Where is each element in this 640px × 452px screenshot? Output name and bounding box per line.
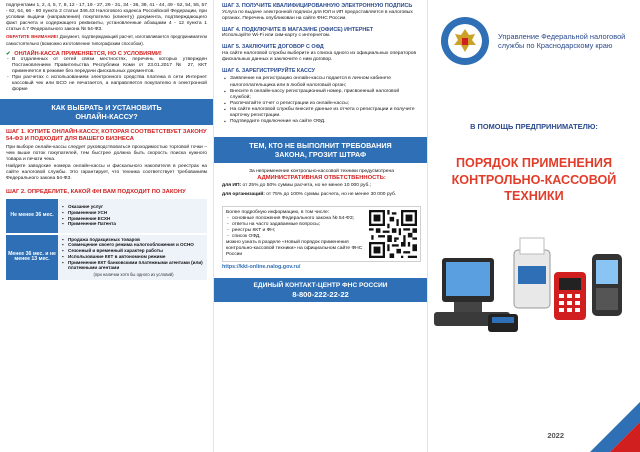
panel-left xyxy=(0,0,213,452)
cash-register-devices-image xyxy=(428,228,640,338)
info-box xyxy=(222,206,421,263)
list-item: ▪ Внесите в онлайн-кассу регистрационный номер, присвоенный налоговой службой; xyxy=(222,89,421,101)
list-item: - реестры ККТ и ФН; xyxy=(226,228,365,234)
title-line: ТЕХНИКИ xyxy=(504,189,564,203)
list-item: ▪ Совмещение своего режима налогообложения и ОСНО xyxy=(62,242,205,248)
info-outro: можно узнать в разделе «Новый порядок применения контрольно-кассовой техники» на официальном сайте ФНС России xyxy=(226,240,363,258)
fns-header xyxy=(428,0,640,66)
fns-name: Управление Федеральной налоговой службы по Краснодарскому краю xyxy=(498,32,626,50)
step6-list xyxy=(222,76,421,125)
fine-org-text: от 75% до 100% суммы расчета, но не менее 30 000 руб. xyxy=(266,191,397,197)
list-item: ▪ На сайте налоговой службы внесите данные из отчета о регистрации и получите карточку регистрации. xyxy=(222,107,421,119)
step4-title: ШАГ 4. ПОДКЛЮЧИТЕ В МАГАЗИНЕ (ОФИСЕ) ИНТЕРНЕТ xyxy=(222,26,374,33)
step5-text: На сайте налоговой службы выберите из списка одного из официальных операторов фискальных данных и заключите с ним договор. xyxy=(222,50,417,62)
checkmark-icon: ✔ xyxy=(6,50,11,57)
list-item: - ответы на часто задаваемые вопросы; xyxy=(226,222,365,228)
list-item: ▪ Продажа подакцизных товаров xyxy=(62,237,205,243)
attention-note xyxy=(6,34,207,46)
fine-ip-label: для ИП: xyxy=(222,183,242,189)
conditions-cell xyxy=(58,199,207,233)
table-row xyxy=(6,199,207,233)
conditions-heading-text: ОНЛАЙН-КАССА ПРИМЕНЯЕТСЯ, НО С УСЛОВИЯМИ! xyxy=(14,50,162,57)
step2-title: ШАГ 2. ОПРЕДЕЛИТЕ, КАКОЙ ФН ВАМ ПОДХОДИТ ПО ЗАКОНУ xyxy=(6,188,186,195)
intro-paragraph: подпунктами 1, 2, 4, 5, 7, 8, 12 - 17, 19 - 27, 29 - 31, 34 - 36, 39, 41 - 44, 49 - 52, 54, 55, 57 - 62, 64, 66 - 80 пункта 2 статьи 346.43 Налогового кодекса Российской Федерации, при условии выдачи (направления) покупателю (клиенту) документа, подтверждающего факт расчета и содержащего реквизиты, установленные абзацами 4 - 12 пункта 1 статьи 4.7 Федерального закона № 54-ФЗ. xyxy=(6,3,207,33)
list-item: - список ОФД, xyxy=(226,234,365,240)
panel-middle xyxy=(213,0,427,452)
list-item: - При расчетах с использованием электронного средства платежа в сети Интернет кассовый чек или БСО не печатается, а направляется покупателю в электронной форме xyxy=(6,75,207,93)
list-item: ▪ Применение ККТ банковскими платежными агентами (или) платежными агентами xyxy=(62,260,205,271)
fn-term-table xyxy=(6,199,207,280)
qr-code-icon[interactable] xyxy=(369,210,417,258)
year-label: 2022 xyxy=(547,431,564,440)
step3-text: Услуга по выдаче электронной подписи для ЮЛ и ИП предоставляется в налоговых органах. Перечень опубликован на сайте ФНС России. xyxy=(222,9,413,21)
how-to-choose-banner xyxy=(0,99,213,125)
panel-cover xyxy=(427,0,640,452)
fine-banner xyxy=(214,137,427,163)
contact-center-banner xyxy=(214,278,427,302)
list-item: ▪ Применение ЕСХН xyxy=(62,216,205,222)
table-row xyxy=(6,235,207,280)
fine-org-label: для организаций: xyxy=(222,191,265,197)
step1-text: При выборе онлайн-кассы следует руководствоваться проходимостью торговой точки – чем выше поток покупателей, тем быстрее должна быть скорость поиска нужного товара и печати чека. xyxy=(6,145,207,163)
step6-title: ШАГ 6. ЗАРЕГИСТРИРУЙТЕ КАССУ xyxy=(222,67,316,74)
fine-heading: АДМИНИСТРАТИВНАЯ ОТВЕТСТВЕННОСТЬ: xyxy=(257,175,386,182)
kkt-online-link[interactable]: https://kkt-online.nalog.gov.ru/ xyxy=(222,264,301,271)
term-cell: Не менее 36 мес. xyxy=(6,199,58,233)
term-cell: Менее 36 мес. и не менее 13 мес. xyxy=(6,235,58,280)
conditions-cell xyxy=(58,235,207,280)
info-intro: Более подробную информацию, в том числе: xyxy=(226,209,330,215)
brochure-title xyxy=(428,155,640,205)
step4-text: Используйте Wi-Fi или сим-карту с интернетом. xyxy=(222,33,331,39)
list-item: ▪ Применение Патента xyxy=(62,221,205,227)
conditions-list xyxy=(6,57,207,94)
banner-line: КАК ВЫБРАТЬ И УСТАНОВИТЬ xyxy=(51,103,162,113)
list-item: ▪ Использование ККТ в автономном режиме xyxy=(62,254,205,260)
attention-text: Документ, подтверждающий расчет, изготавливается предприниматели самостоятельно (возможно изготовление типографским способом). xyxy=(6,34,207,46)
fine-org xyxy=(222,192,421,198)
list-item: - основные положения Федерального закона № 54-ФЗ; xyxy=(226,216,365,222)
assist-heading: В ПОМОЩЬ ПРЕДПРИНИМАТЕЛЮ: xyxy=(470,122,598,131)
fns-emblem-icon xyxy=(440,16,490,66)
fine-ip-text: от 25% до 50% суммы расчета, но не менее 10 000 руб.; xyxy=(242,183,372,189)
title-line: ПОРЯДОК ПРИМЕНЕНИЯ xyxy=(455,156,613,170)
list-item: ▪ Сезонный и временный характер работы xyxy=(62,248,205,254)
attention-label: ОБРАТИТЕ ВНИМАНИЕ! xyxy=(6,34,59,40)
contact-phone[interactable]: 8-800-222-22-22 xyxy=(292,290,349,300)
step3-title: ШАГ 3. ПОЛУЧИТЕ КВАЛИФИЦИРОВАННУЮ ЭЛЕКТРОННУЮ ПОДПИСЬ xyxy=(222,3,413,9)
contact-center-title: ЕДИНЫЙ КОНТАКТ-ЦЕНТР ФНС РОССИИ xyxy=(253,282,388,290)
info-text xyxy=(226,210,365,259)
banner-line: ЗАКОНА, ГРОЗИТ ШТРАФ xyxy=(274,150,367,160)
list-item: ▪ Распечатайте отчет о регистрации из онлайн-кассы; xyxy=(222,101,421,107)
banner-line: ТЕМ, КТО НЕ ВЫПОЛНИТ ТРЕБОВАНИЯ xyxy=(249,141,392,151)
fine-intro: За неприменение контрольно-кассовой техники предусмотрена xyxy=(249,169,394,175)
fine-ip xyxy=(222,183,421,189)
russian-flag-corner-icon xyxy=(580,392,640,452)
list-item: ▪ Заявление на регистрацию онлайн-кассы подается в личном кабинете налогоплательщика или в любой налоговый орган; xyxy=(222,76,421,88)
list-item: ▪ Подтвердите подключение на сайте ОФД. xyxy=(222,119,421,125)
list-item: ▪ Применение УСН xyxy=(62,210,205,216)
step1-title: ШАГ 1. КУПИТЕ ОНЛАЙН-КАССУ, КОТОРАЯ СООТВЕТСТВУЕТ ЗАКОНУ 54-ФЗ И ПОДХОДИТ ДЛЯ ВАШЕГО БИЗНЕСА xyxy=(6,129,207,143)
banner-line: ОНЛАЙН-КАССУ? xyxy=(75,112,138,122)
step5-title: ШАГ 5. ЗАКЛЮЧИТЕ ДОГОВОР С ОФД xyxy=(222,44,324,51)
list-item: ▪ Оказание услуг xyxy=(62,204,205,210)
title-line: КОНТРОЛЬНО-КАССОВОЙ xyxy=(451,172,617,187)
table-note: (при наличии хотя бы одного из условий) xyxy=(93,272,174,277)
step1-text-2: Найдите заводские номера онлайн-кассы и фискального накопителя в реестрах на сайте налоговой службы. Это гарантирует, что техника соответствует требованиям Федерального закона 54-ФЗ. xyxy=(6,163,207,181)
list-item: - В отдаленных от сетей связи местностях, перечень которых утвержден Постановлением Правительства Республики Коми от 23.01.2017 № 27, ККТ применяется в режиме без передачи фискальных документов. xyxy=(6,57,207,75)
